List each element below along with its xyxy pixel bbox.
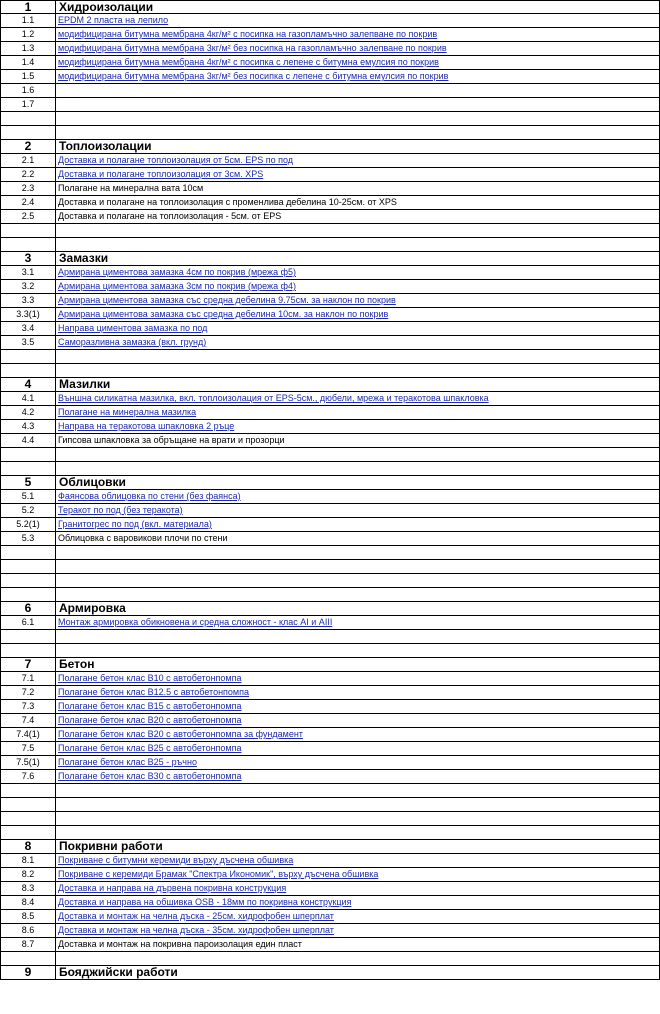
table-row <box>1 28 659 42</box>
table-row <box>1 336 659 350</box>
item-description: Доставка и полагане на топлоизолация - 5см. от EPS <box>58 211 282 221</box>
section-title: Бетон <box>59 658 95 671</box>
item-link[interactable]: Полагане бетон клас В20 с автобетонпомпа за фундамент <box>58 729 303 739</box>
empty-description-cell <box>56 784 659 797</box>
table-row <box>1 714 659 728</box>
empty-number-cell <box>1 826 56 839</box>
table-row <box>1 742 659 756</box>
empty-row <box>1 798 659 812</box>
item-description: Полагане на минерална вата 10см <box>58 183 204 193</box>
empty-description-cell <box>56 462 659 475</box>
section-header-row <box>1 0 659 14</box>
item-link[interactable]: модифицирана битумна мембрана 4кг/м² с посипка на газопламъчно залепване по покрив <box>58 29 438 39</box>
section-header-row <box>1 252 659 266</box>
empty-number-cell <box>1 812 56 825</box>
item-number: 5.2 <box>1 504 56 517</box>
item-number: 3.5 <box>1 336 56 349</box>
table-row <box>1 616 659 630</box>
table-row <box>1 392 659 406</box>
item-link[interactable]: Полагане бетон клас В12.5 с автобетонпомпа <box>58 687 249 697</box>
section-title: Хидроизолации <box>59 1 154 13</box>
section-title: Облицовки <box>59 476 126 489</box>
empty-description-cell <box>56 812 659 825</box>
table-row <box>1 42 659 56</box>
item-link[interactable]: Покриване с битумни керемиди върху дъсчена обшивка <box>58 855 294 865</box>
empty-row <box>1 364 659 378</box>
item-number: 7.2 <box>1 686 56 699</box>
empty-description-cell <box>56 826 659 839</box>
empty-description-cell <box>56 588 659 601</box>
empty-row <box>1 546 659 560</box>
item-description: Облицовка с варовикови плочи по стени <box>58 533 228 543</box>
item-number: 8.1 <box>1 854 56 867</box>
item-number: 2.5 <box>1 210 56 223</box>
empty-number-cell <box>1 448 56 461</box>
empty-description-cell <box>56 574 659 587</box>
table-row <box>1 532 659 546</box>
section-title: Покривни работи <box>59 840 163 853</box>
table-row <box>1 420 659 434</box>
item-number: 8.3 <box>1 882 56 895</box>
section-title: Бояджийски работи <box>59 966 178 979</box>
item-link[interactable]: Полагане бетон клас В25 - ръчно <box>58 757 197 767</box>
table-row <box>1 98 659 112</box>
empty-description-cell <box>56 630 659 643</box>
table-row <box>1 896 659 910</box>
item-link[interactable]: Теракот по под (без теракота) <box>58 505 183 515</box>
empty-row <box>1 560 659 574</box>
table-row <box>1 490 659 504</box>
table-row <box>1 280 659 294</box>
item-link[interactable]: Покриване с керемиди Брамак "Спектра Икономик", върху дъсчена обшивка <box>58 869 379 879</box>
empty-description-cell <box>56 644 659 657</box>
empty-description-cell <box>56 448 659 461</box>
empty-number-cell <box>1 350 56 363</box>
item-number: 4.2 <box>1 406 56 419</box>
table-row <box>1 504 659 518</box>
item-number: 1.5 <box>1 70 56 83</box>
empty-number-cell <box>1 798 56 811</box>
empty-number-cell <box>1 952 56 965</box>
empty-row <box>1 574 659 588</box>
item-description: Доставка и полагане на топлоизолация с променлива дебелина 10-25см. от XPS <box>58 197 397 207</box>
empty-number-cell <box>1 126 56 139</box>
empty-number-cell <box>1 560 56 573</box>
table-row <box>1 294 659 308</box>
item-link[interactable]: Полагане бетон клас В25 с автобетонпомпа <box>58 743 242 753</box>
item-description <box>56 84 659 97</box>
item-link[interactable]: модифицирана битумна мембрана 3кг/м² без посипка на газопламъчно залепване по покрив <box>58 43 447 53</box>
item-number: 3.3 <box>1 294 56 307</box>
item-link[interactable]: Направа на теракотова шпакловка 2 ръце <box>58 421 235 431</box>
section-header-row <box>1 476 659 490</box>
empty-description-cell <box>56 952 659 965</box>
item-number: 8.2 <box>1 868 56 881</box>
table-row <box>1 84 659 98</box>
item-number: 2.1 <box>1 154 56 167</box>
item-number: 7.3 <box>1 700 56 713</box>
item-link[interactable]: EPDM 2 пласта на лепило <box>58 15 169 25</box>
item-number: 4.3 <box>1 420 56 433</box>
empty-row <box>1 644 659 658</box>
empty-row <box>1 448 659 462</box>
table-row <box>1 868 659 882</box>
empty-number-cell <box>1 588 56 601</box>
section-title: Мазилки <box>59 378 111 391</box>
item-link[interactable]: Доставка и монтаж на челна дъска - 25см. хидрофобен шперплат <box>58 911 334 921</box>
item-number: 3.1 <box>1 266 56 279</box>
table-row <box>1 308 659 322</box>
item-number: 5.3 <box>1 532 56 545</box>
table-row <box>1 70 659 84</box>
item-link[interactable]: Направа циментова замазка по под <box>58 323 208 333</box>
item-link[interactable]: модифицирана битумна мембрана 3кг/м² без посипка с лепене с битумна емулсия по покрив <box>58 71 449 81</box>
table-row <box>1 182 659 196</box>
section-header-row <box>1 602 659 616</box>
empty-row <box>1 238 659 252</box>
section-header-row <box>1 840 659 854</box>
item-link[interactable]: Доставка и монтаж на челна дъска - 35см. хидрофобен шперплат <box>58 925 334 935</box>
item-link[interactable]: модифицирана битумна мембрана 4кг/м² с посипка с лепене с битумна емулсия по покрив <box>58 57 439 67</box>
table-row <box>1 56 659 70</box>
section-number: 8 <box>1 840 56 853</box>
empty-number-cell <box>1 462 56 475</box>
item-description: Гипсова шпакловка за обръщане на врати и прозорци <box>58 435 285 445</box>
item-number: 7.4(1) <box>1 728 56 741</box>
item-number: 1.7 <box>1 98 56 111</box>
item-link[interactable]: Доставка и направа на обшивка OSB - 18мм по покривна конструкция <box>58 897 352 907</box>
table-row <box>1 924 659 938</box>
item-description <box>56 98 659 111</box>
table-row <box>1 700 659 714</box>
empty-description-cell <box>56 546 659 559</box>
table-row <box>1 938 659 952</box>
empty-row <box>1 812 659 826</box>
table-row <box>1 854 659 868</box>
empty-number-cell <box>1 574 56 587</box>
item-number: 3.3(1) <box>1 308 56 321</box>
item-link[interactable]: Доставка и полагане топлоизолация от 5см. EPS по под <box>58 155 294 165</box>
item-description: Доставка и монтаж на покривна пароизолация един пласт <box>58 939 302 949</box>
empty-description-cell <box>56 364 659 377</box>
item-link[interactable]: Полагане бетон клас В30 с автобетонпомпа <box>58 771 242 781</box>
item-number: 1.2 <box>1 28 56 41</box>
item-number: 5.2(1) <box>1 518 56 531</box>
section-number: 2 <box>1 140 56 153</box>
table-row <box>1 686 659 700</box>
table-row <box>1 434 659 448</box>
item-number: 6.1 <box>1 616 56 629</box>
item-number: 4.4 <box>1 434 56 447</box>
table-row <box>1 728 659 742</box>
section-header-row <box>1 140 659 154</box>
item-number: 8.7 <box>1 938 56 951</box>
empty-description-cell <box>56 112 659 125</box>
item-link[interactable]: Доставка и полагане топлоизолация от 3см. XPS <box>58 169 264 179</box>
empty-row <box>1 630 659 644</box>
item-link[interactable]: Армирана циментова замазка със средна дебелина 9.75см. за наклон по покрив <box>58 295 396 305</box>
item-link[interactable]: Саморазливна замазка (вкл. грунд) <box>58 337 207 347</box>
item-number: 1.1 <box>1 14 56 27</box>
section-title: Армировка <box>59 602 126 615</box>
item-number: 8.4 <box>1 896 56 909</box>
item-number: 7.5 <box>1 742 56 755</box>
table-row <box>1 910 659 924</box>
item-number: 3.4 <box>1 322 56 335</box>
empty-number-cell <box>1 630 56 643</box>
item-number: 4.1 <box>1 392 56 405</box>
section-title: Замазки <box>59 252 109 265</box>
item-number: 3.2 <box>1 280 56 293</box>
item-number: 5.1 <box>1 490 56 503</box>
item-link[interactable]: Гранитогрес по под (вкл. материала) <box>58 519 212 529</box>
item-link[interactable]: Монтаж армировка обикновена и средна сложност - клас AI и AIII <box>58 617 333 627</box>
section-number: 5 <box>1 476 56 489</box>
table-row <box>1 210 659 224</box>
item-link[interactable]: Полагане бетон клас В10 с автобетонпомпа <box>58 673 242 683</box>
table-row <box>1 168 659 182</box>
empty-row <box>1 350 659 364</box>
item-link[interactable]: Фаянсова облицовка по стени (без фаянса) <box>58 491 241 501</box>
item-number: 7.6 <box>1 770 56 783</box>
section-number: 7 <box>1 658 56 671</box>
item-link[interactable]: Полагане бетон клас В15 с автобетонпомпа <box>58 701 242 711</box>
empty-description-cell <box>56 560 659 573</box>
item-number: 2.2 <box>1 168 56 181</box>
item-number: 1.6 <box>1 84 56 97</box>
item-number: 2.3 <box>1 182 56 195</box>
table-row <box>1 882 659 896</box>
empty-number-cell <box>1 546 56 559</box>
item-number: 7.4 <box>1 714 56 727</box>
item-number: 1.3 <box>1 42 56 55</box>
section-number: 3 <box>1 252 56 265</box>
empty-number-cell <box>1 784 56 797</box>
section-number: 9 <box>1 966 56 979</box>
empty-number-cell <box>1 112 56 125</box>
table-row <box>1 14 659 28</box>
empty-row <box>1 462 659 476</box>
empty-description-cell <box>56 224 659 237</box>
item-link[interactable]: Полагане на минерална мазилка <box>58 407 197 417</box>
item-link[interactable]: Доставка и направа на дървена покривна конструкция <box>58 883 287 893</box>
section-number: 1 <box>1 1 56 13</box>
item-number: 8.5 <box>1 910 56 923</box>
section-number: 4 <box>1 378 56 391</box>
table-row <box>1 770 659 784</box>
section-number: 6 <box>1 602 56 615</box>
empty-row <box>1 588 659 602</box>
empty-number-cell <box>1 644 56 657</box>
table-row <box>1 266 659 280</box>
item-number: 8.6 <box>1 924 56 937</box>
section-header-row <box>1 658 659 672</box>
item-link[interactable]: Армирана циментова замазка със средна дебелина 10см. за наклон по покрив <box>58 309 389 319</box>
table-row <box>1 154 659 168</box>
empty-row <box>1 952 659 966</box>
section-header-row <box>1 378 659 392</box>
table-row <box>1 322 659 336</box>
empty-row <box>1 826 659 840</box>
table-row <box>1 672 659 686</box>
empty-row <box>1 784 659 798</box>
item-link[interactable]: Армирана циментова замазка 4см по покрив (мрежа ф5) <box>58 267 296 277</box>
empty-description-cell <box>56 350 659 363</box>
item-number: 7.1 <box>1 672 56 685</box>
empty-description-cell <box>56 798 659 811</box>
empty-number-cell <box>1 364 56 377</box>
table-row <box>1 518 659 532</box>
item-number: 1.4 <box>1 56 56 69</box>
item-number: 7.5(1) <box>1 756 56 769</box>
section-title: Топлоизолации <box>59 140 152 153</box>
table-row <box>1 406 659 420</box>
empty-description-cell <box>56 238 659 251</box>
empty-number-cell <box>1 224 56 237</box>
empty-description-cell <box>56 126 659 139</box>
empty-row <box>1 126 659 140</box>
table-row <box>1 756 659 770</box>
table-row <box>1 196 659 210</box>
section-header-row <box>1 966 659 980</box>
empty-row <box>1 112 659 126</box>
item-number: 2.4 <box>1 196 56 209</box>
empty-number-cell <box>1 238 56 251</box>
item-link[interactable]: Външна силикатна мазилка, вкл. топлоизолация от EPS-5см., дюбели, мрежа и теракотова шпакловка <box>58 393 489 403</box>
item-link[interactable]: Полагане бетон клас В20 с автобетонпомпа <box>58 715 242 725</box>
item-link[interactable]: Армирана циментова замазка 3см по покрив (мрежа ф4) <box>58 281 296 291</box>
empty-row <box>1 224 659 238</box>
